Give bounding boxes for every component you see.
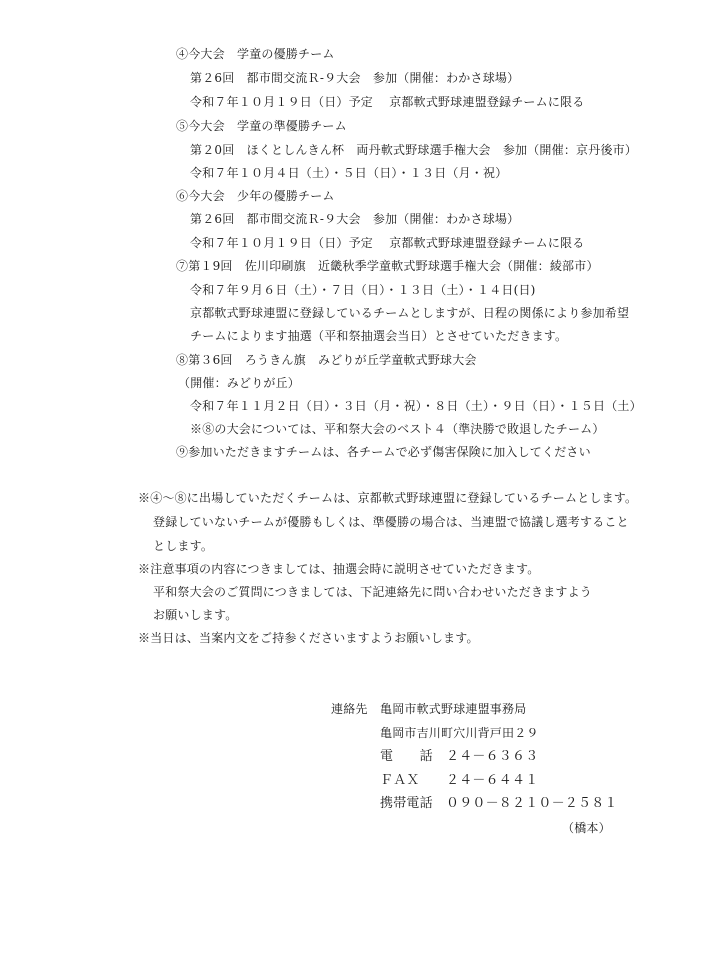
item-4-heading: ④今大会 学童の優勝チーム — [176, 47, 335, 61]
item-7-heading: ⑦第１9回 佐川印刷旗 近畿秋季学童軟式野球選手権大会（開催：綾部市） — [176, 259, 599, 273]
note-2-text: ※注意事項の内容につきましては、抽選会時に説明させていただきます。 — [138, 562, 540, 576]
contact-address: 亀岡市吉川町穴川背戸田２９ — [380, 726, 539, 740]
note-2-cont-2: お願いします。 — [153, 608, 238, 622]
item-6-line-2: 令和７年１０月１９日（日）予定 京都軟式野球連盟登録チームに限る — [190, 236, 585, 250]
note-2-cont-1: 平和祭大会のご質問につきましては、下記連絡先に問い合わせいただきますよう — [153, 585, 592, 599]
contact-mobile: 携帯電話 ０９０－８２１０－２５８１ — [380, 796, 618, 811]
contact-phone: 電 話 ２４－６３６３ — [380, 749, 539, 764]
contact-organization: 亀岡市軟式野球連盟事務局 — [380, 702, 527, 716]
item-5-line-2: 令和７年１０月４日（土）・５日（日）・１３日（月・祝） — [190, 166, 508, 180]
contact-person: （橋本） — [562, 821, 611, 835]
item-8-line-2: ※⑧の大会については、平和祭大会のベスト４（準決勝で敗退したチーム） — [190, 422, 605, 436]
note-1-cont-1: 登録していないチームが優勝もしくは、準優勝の場合は、当連盟で協議し選考すること — [153, 515, 629, 529]
note-3-text: ※当日は、当案内文をご持参くださいますようお願いします。 — [138, 631, 479, 645]
item-5-heading: ⑤今大会 学童の準優勝チーム — [176, 119, 347, 133]
item-6-heading: ⑥今大会 少年の優勝チーム — [176, 189, 335, 203]
item-8-line-1: 令和７年１１月２日（日）・３日（月・祝）・８日（土）・９日（日）・１５日（土） — [190, 399, 642, 413]
item-8-venue: （開催：みどりが丘） — [178, 376, 301, 390]
item-4-line-2: 令和７年１０月１９日（日）予定 京都軟式野球連盟登録チームに限る — [190, 95, 585, 109]
item-9-heading: ⑨参加いただきますチームは、各チームで必ず傷害保険に加入してください — [176, 445, 591, 459]
item-4-line-1: 第２6回 都市間交流Ｒ-９大会 参加（開催：わかさ球場） — [190, 71, 520, 85]
item-7-line-1: 令和７年９月６日（土）・７日（日）・１３日（土）・１４日(日) — [190, 283, 536, 297]
item-6-line-1: 第２6回 都市間交流Ｒ-９大会 参加（開催：わかさ球場） — [190, 212, 520, 226]
contact-label: 連絡先 — [331, 702, 368, 716]
note-1-cont-2: とします。 — [153, 539, 214, 553]
item-8-heading: ⑧第３6回 ろうきん旗 みどりが丘学童軟式野球大会 — [176, 353, 477, 367]
item-7-line-2: 京都軟式野球連盟に登録しているチームとしますが、日程の関係により参加希望 — [190, 306, 630, 320]
note-1-text: ※④～⑧に出場していただくチームは、京都軟式野球連盟に登録しているチームとします。 — [138, 491, 638, 505]
item-5-line-1: 第２0回 ほくとしんきん杯 両丹軟式野球選手権大会 参加（開催：京丹後市） — [190, 143, 638, 157]
item-7-line-3: チームによります抽選（平和祭抽選会当日）とさせていただきます。 — [190, 329, 568, 343]
contact-fax: ＦＡＸ ２４－６４４１ — [380, 773, 539, 788]
